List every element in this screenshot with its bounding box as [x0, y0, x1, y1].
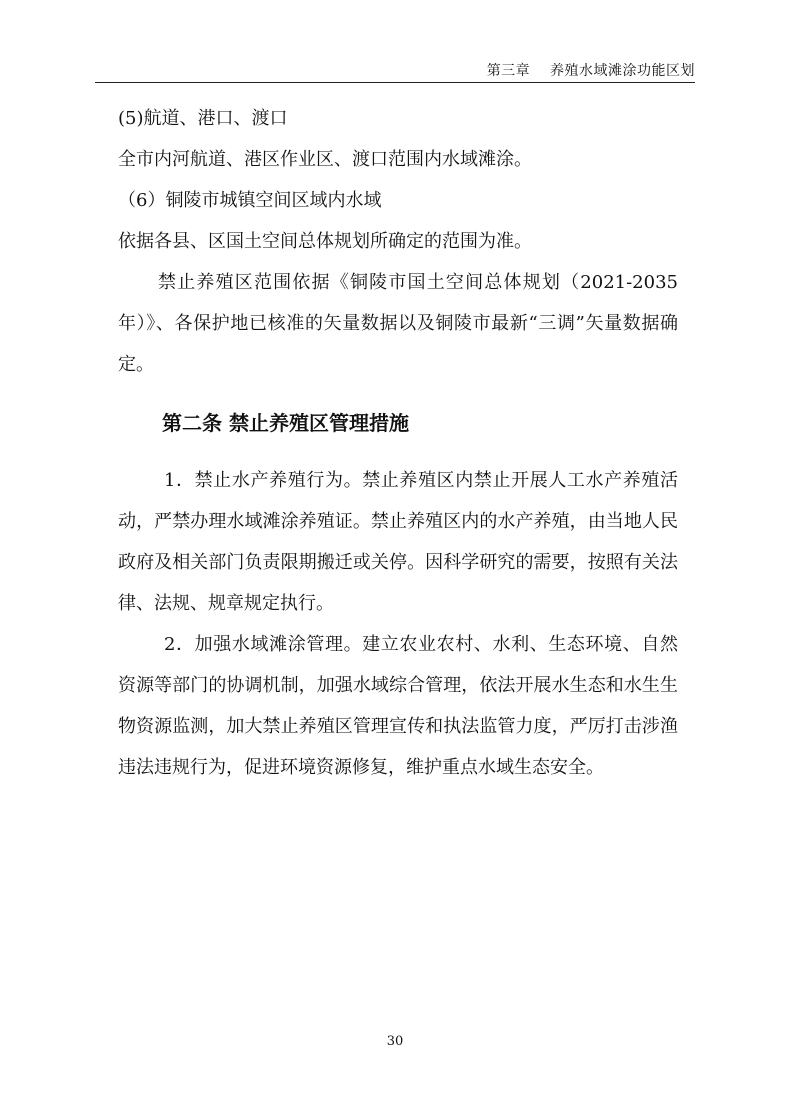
page-header [487, 60, 695, 80]
paragraph-navigation-title: (5)航道、港口、渡口 [118, 108, 288, 129]
paragraph-navigation-scope: 全市内河航道、港区作业区、渡口范围内水域滩涂。 [118, 149, 532, 170]
paragraph-prohibited-basis: 禁止养殖区范围依据《铜陵市国土空间总体规划（2021-2035年）》、各保护地已核准的矢量数据以及铜陵市最新“三调”矢量数据确定。 [118, 272, 678, 375]
paragraph-measure-2: 2．加强水域滩涂管理。建立农业农村、水利、生态环境、自然资源等部门的协调机制，加强水域综合管理，依法开展水生态和水生生物资源监测，加大禁止养殖区管理宣传和执法监管力度，严厉打击涉渔违法违规行为，促进环境资源修复，维护重点水域生态安全。 [118, 634, 678, 778]
paragraph-measure-1: 1．禁止水产养殖行为。禁止养殖区内禁止开展人工水产养殖活动，严禁办理水域滩涂养殖证。禁止养殖区内的水产养殖，由当地人民政府及相关部门负责限期搬迁或关停。因科学研究的需要，按照有关法律、法规、规章规定执行。 [118, 470, 678, 614]
page-number: 30 [386, 1034, 404, 1049]
chapter-title: 养殖水域滩涂功能区划 [550, 63, 695, 79]
section-heading: 第二条 禁止养殖区管理措施 [162, 411, 409, 435]
paragraph-urban-space-title: （6）铜陵市城镇空间区域内水域 [118, 190, 382, 211]
paragraph-urban-space-scope: 依据各县、区国土空间总体规划所确定的范围为准。 [118, 231, 532, 252]
document-body [118, 98, 678, 788]
header-divider [95, 82, 695, 83]
chapter-label: 第三章 [486, 63, 531, 79]
